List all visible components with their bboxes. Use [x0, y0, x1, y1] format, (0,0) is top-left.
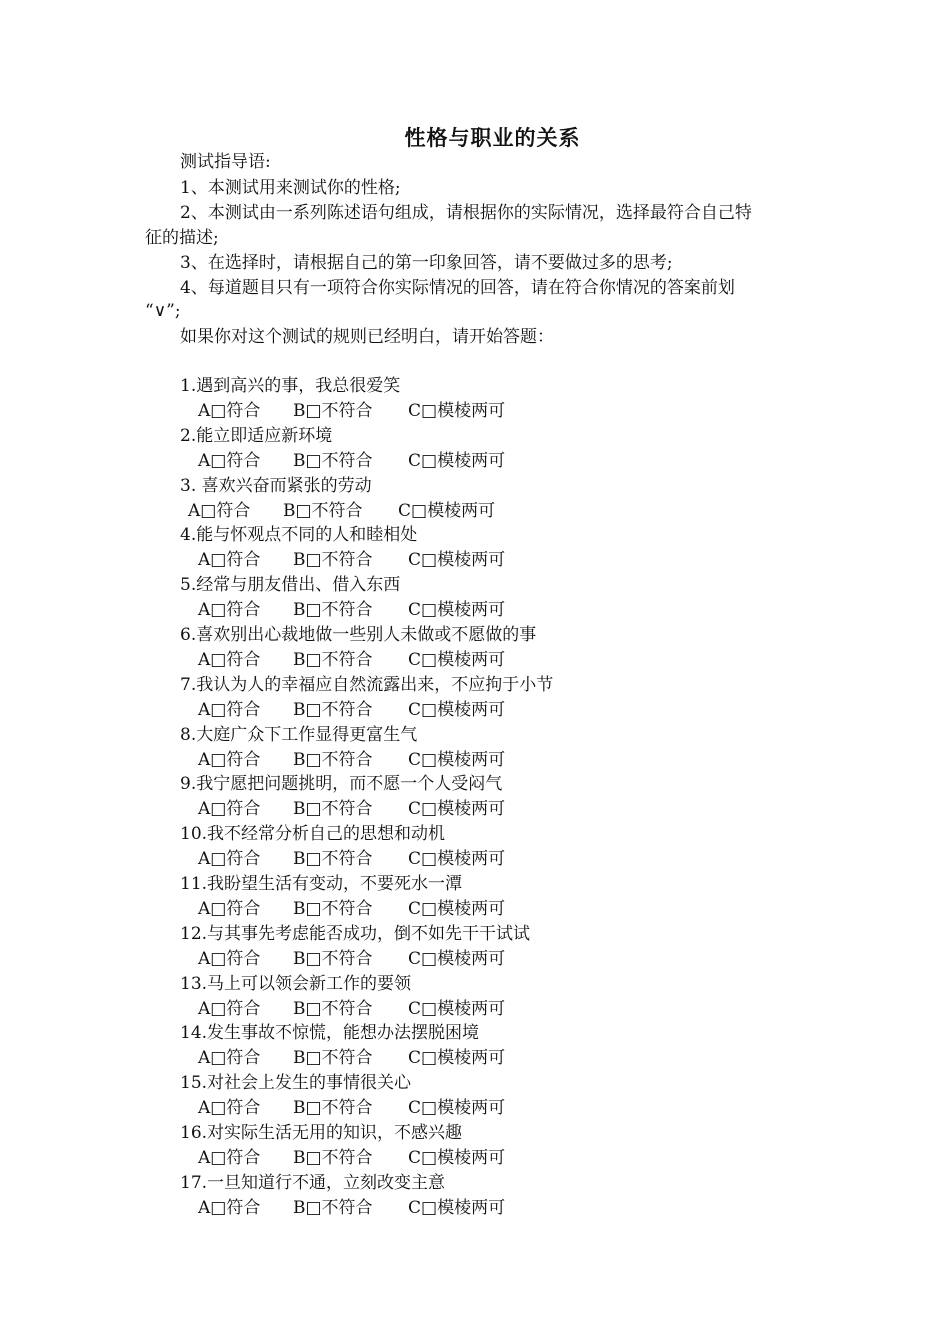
option-disagree[interactable]: B□不符合	[293, 450, 373, 471]
option-neutral[interactable]: C□模棱两可	[408, 1148, 506, 1168]
question-text: 3. 喜欢兴奋而紧张的劳动	[180, 475, 372, 496]
option-neutral[interactable]: C□模棱两可	[408, 600, 506, 621]
option-neutral[interactable]: C□模棱两可	[408, 799, 506, 820]
option-agree[interactable]: A□符合	[198, 799, 261, 820]
option-neutral[interactable]: C□模棱两可	[408, 998, 506, 1019]
option-neutral[interactable]: C□模棱两可	[408, 550, 506, 571]
option-neutral[interactable]: C□模棱两可	[408, 1048, 506, 1069]
option-neutral[interactable]: C□模棱两可	[408, 450, 506, 471]
option-agree[interactable]: A□符合	[198, 650, 261, 670]
option-disagree[interactable]: B□不符合	[293, 1197, 373, 1218]
option-neutral[interactable]: C□模棱两可	[408, 899, 506, 919]
question-text: 12.与其事先考虑能否成功，倒不如先干干试试	[180, 923, 531, 944]
question-text: 13.马上可以领会新工作的要领	[180, 973, 412, 994]
option-disagree[interactable]: B□不符合	[293, 1048, 373, 1069]
option-agree[interactable]: A□符合	[198, 450, 261, 471]
option-disagree[interactable]: B□不符合	[293, 550, 373, 571]
option-disagree[interactable]: B□不符合	[293, 799, 373, 820]
question-text: 16.对实际生活无用的知识，不感兴趣	[180, 1123, 463, 1143]
question-text: 17.一旦知道行不通，立刻改变主意	[180, 1172, 446, 1193]
option-agree[interactable]: A□符合	[198, 1148, 261, 1168]
option-neutral[interactable]: C□模棱两可	[408, 1098, 506, 1119]
option-disagree[interactable]: B□不符合	[283, 500, 363, 521]
question-text: 8.大庭广众下工作显得更富生气	[180, 724, 418, 745]
option-neutral[interactable]: C□模棱两可	[408, 401, 506, 421]
option-neutral[interactable]: C□模棱两可	[408, 650, 506, 670]
option-neutral[interactable]: C□模棱两可	[398, 500, 496, 521]
option-disagree[interactable]: B□不符合	[293, 998, 373, 1019]
option-disagree[interactable]: B□不符合	[293, 600, 373, 621]
rule-2-line-1: 2、本测试由一系列陈述语句组成，请根据你的实际情况，选择最符合自己特	[180, 203, 752, 223]
option-agree[interactable]: A□符合	[198, 550, 261, 571]
question-text: 14.发生事故不惊慌，能想办法摆脱困境	[180, 1023, 480, 1044]
option-neutral[interactable]: C□模棱两可	[408, 699, 506, 720]
question-text: 11.我盼望生活有变动，不要死水一潭	[180, 874, 463, 894]
question-text: 9.我宁愿把问题挑明，而不愿一个人受闷气	[180, 774, 503, 795]
option-agree[interactable]: A□符合	[198, 600, 261, 621]
question-text: 15.对社会上发生的事情很关心	[180, 1073, 412, 1094]
option-agree[interactable]: A□符合	[188, 500, 251, 521]
rule-2-line-2: 征的描述;	[145, 228, 219, 248]
rule-4-line-1: 4、每道题目只有一项符合你实际情况的回答，请在符合你情况的答案前划	[180, 278, 735, 298]
option-disagree[interactable]: B□不符合	[293, 899, 373, 919]
question-text: 10.我不经常分析自己的思想和动机	[180, 824, 446, 845]
guide-heading: 测试指导语:	[180, 152, 271, 172]
page-title: 性格与职业的关系	[404, 126, 581, 150]
option-agree[interactable]: A□符合	[198, 849, 261, 870]
rule-3: 3、在选择时，请根据自己的第一印象回答，请不要做过多的思考;	[180, 253, 673, 273]
option-agree[interactable]: A□符合	[198, 1197, 261, 1218]
option-disagree[interactable]: B□不符合	[293, 849, 373, 870]
rule-4-line-2: “∨”;	[145, 301, 181, 321]
option-neutral[interactable]: C□模棱两可	[408, 948, 506, 969]
question-text: 5.经常与朋友借出、借入东西	[180, 575, 401, 596]
option-disagree[interactable]: B□不符合	[293, 401, 373, 421]
option-agree[interactable]: A□符合	[198, 948, 261, 969]
question-text: 4.能与怀观点不同的人和睦相处	[180, 525, 418, 546]
option-neutral[interactable]: C□模棱两可	[408, 849, 506, 870]
option-disagree[interactable]: B□不符合	[293, 650, 373, 670]
question-text: 1.遇到高兴的事，我总很爱笑	[180, 376, 401, 396]
question-text: 6.喜欢别出心裁地做一些别人未做或不愿做的事	[180, 625, 537, 645]
question-text: 2.能立即适应新环境	[180, 425, 333, 446]
rule-1: 1、本测试用来测试你的性格;	[180, 178, 401, 198]
option-neutral[interactable]: C□模棱两可	[408, 1197, 506, 1218]
option-agree[interactable]: A□符合	[198, 899, 261, 919]
option-agree[interactable]: A□符合	[198, 749, 261, 770]
option-agree[interactable]: A□符合	[198, 1098, 261, 1119]
start-prompt: 如果你对这个测试的规则已经明白，请开始答题：	[180, 327, 554, 347]
question-text: 7.我认为人的幸福应自然流露出来，不应拘于小节	[180, 674, 554, 695]
option-neutral[interactable]: C□模棱两可	[408, 749, 506, 770]
option-disagree[interactable]: B□不符合	[293, 699, 373, 720]
option-disagree[interactable]: B□不符合	[293, 1098, 373, 1119]
option-agree[interactable]: A□符合	[198, 1048, 261, 1069]
option-agree[interactable]: A□符合	[198, 401, 261, 421]
option-disagree[interactable]: B□不符合	[293, 1148, 373, 1168]
option-agree[interactable]: A□符合	[198, 998, 261, 1019]
option-disagree[interactable]: B□不符合	[293, 948, 373, 969]
option-disagree[interactable]: B□不符合	[293, 749, 373, 770]
option-agree[interactable]: A□符合	[198, 699, 261, 720]
